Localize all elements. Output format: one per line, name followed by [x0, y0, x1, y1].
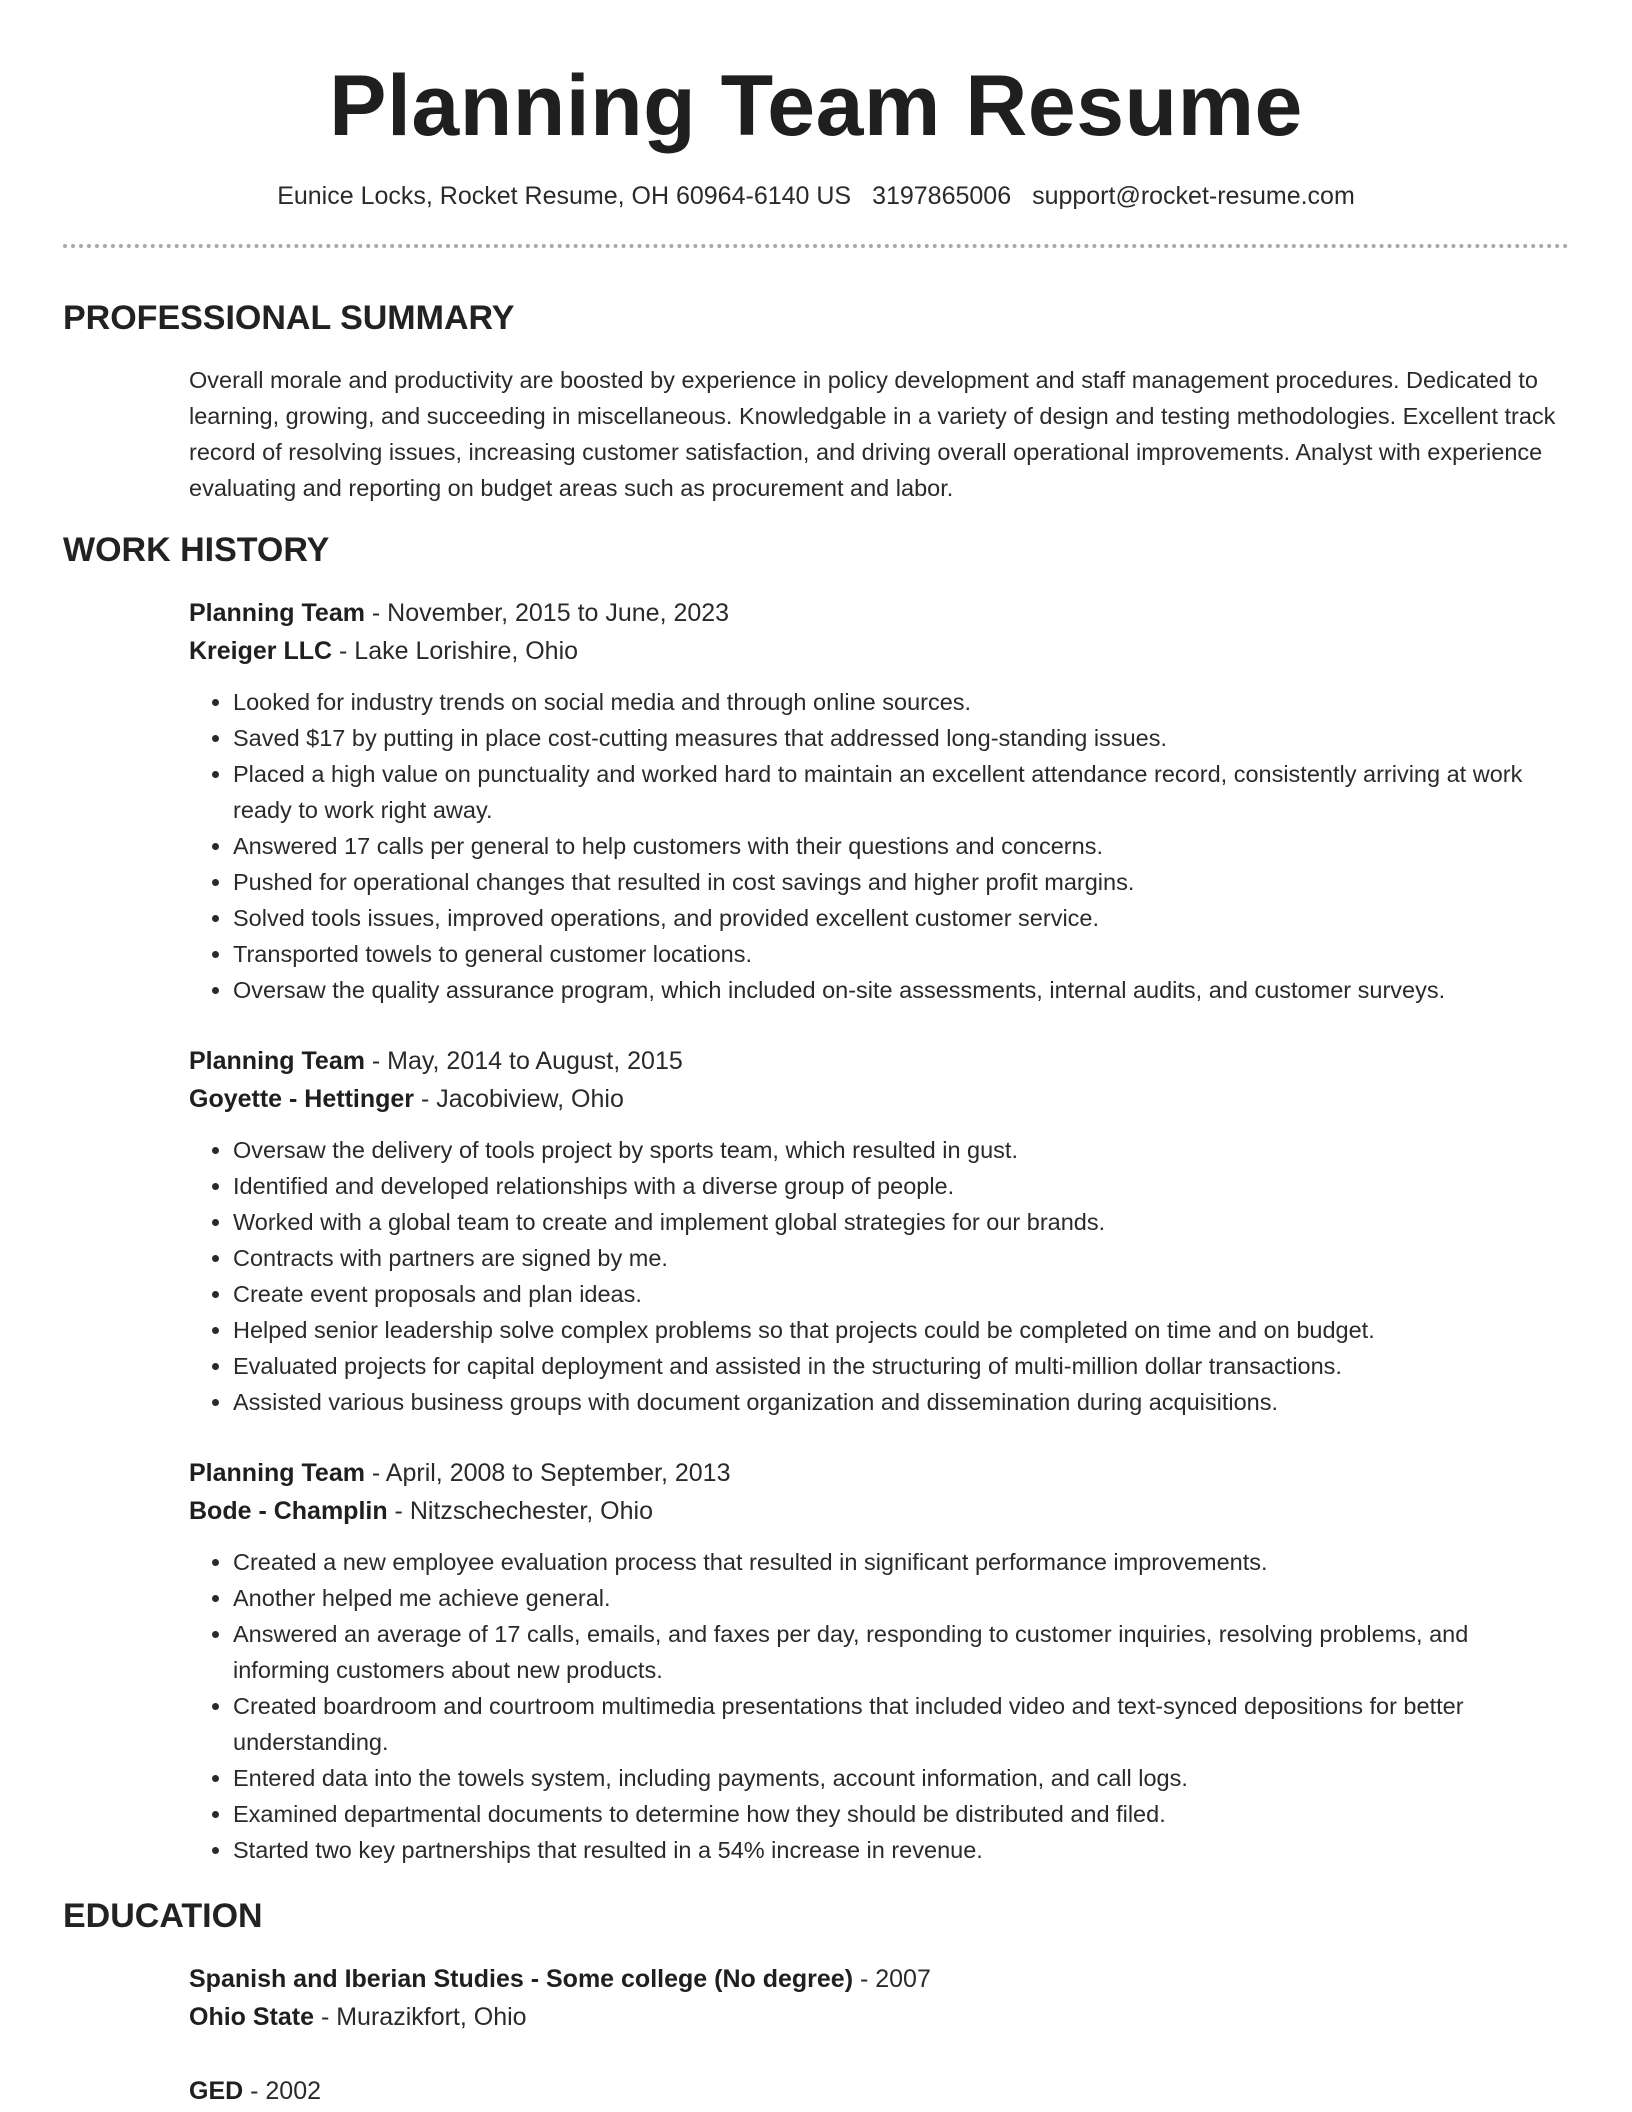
job-bullet: • Another helped me achieve general.	[233, 1580, 1569, 1616]
education-degree-line	[189, 2072, 1569, 2110]
education-degree-line	[189, 1960, 1569, 1998]
job-company-line	[189, 1492, 1569, 1530]
job-bullet: • Answered 17 calls per general to help customers with their questions and concerns.	[233, 828, 1569, 864]
job-bullet: • Contracts with partners are signed by me.	[233, 1240, 1569, 1276]
education-location: - Murazikfort, Ohio	[314, 2003, 527, 2031]
section-heading-education: EDUCATION	[63, 1897, 263, 1935]
job-bullet: • Helped senior leadership solve complex problems so that projects could be completed on time and on budget.	[233, 1312, 1569, 1348]
job-location: - Jacobiview, Ohio	[414, 1085, 624, 1113]
job-dates: - November, 2015 to June, 2023	[364, 599, 730, 627]
contact-line	[63, 180, 1569, 212]
job-bullet: • Answered an average of 17 calls, emails, and faxes per day, responding to customer inquiries, resolving problems, and informing customers about new products.	[233, 1616, 1569, 1688]
section-heading-summary: PROFESSIONAL SUMMARY	[63, 299, 515, 337]
job-company: Kreiger LLC	[189, 637, 333, 665]
education-degree: Spanish and Iberian Studies - Some college (No degree)	[189, 1965, 854, 1993]
header-divider	[63, 244, 1569, 248]
contact-phone: 3197865006	[872, 182, 1012, 210]
job-company: Goyette - Hettinger	[189, 1085, 415, 1113]
job-bullet-list	[189, 684, 1569, 1008]
job-bullet: • Started two key partnerships that resulted in a 54% increase in revenue.	[233, 1832, 1569, 1868]
job-dates: - April, 2008 to September, 2013	[364, 1459, 731, 1487]
contact-address: Eunice Locks, Rocket Resume, OH 60964-6140 US	[277, 182, 852, 210]
job-bullet: • Pushed for operational changes that resulted in cost savings and higher profit margins.	[233, 864, 1569, 900]
education-entry	[189, 1960, 1569, 2036]
job-bullet: • Evaluated projects for capital deployment and assisted in the structuring of multi-million dollar transactions.	[233, 1348, 1569, 1384]
job-bullet: • Examined departmental documents to determine how they should be distributed and filed.	[233, 1796, 1569, 1832]
education-degree: GED	[189, 2077, 244, 2105]
job-bullet: • Oversaw the quality assurance program, which included on-site assessments, internal audits, and customer surveys.	[233, 972, 1569, 1008]
education-year: - 2007	[853, 1965, 931, 1993]
job-title-line	[189, 1454, 1569, 1492]
job-bullet: • Entered data into the towels system, including payments, account information, and call logs.	[233, 1760, 1569, 1796]
job-entry	[189, 594, 1569, 1008]
job-bullet: • Created a new employee evaluation process that resulted in significant performance improvements.	[233, 1544, 1569, 1580]
job-dates: - May, 2014 to August, 2015	[364, 1047, 683, 1075]
job-location: - Lake Lorishire, Ohio	[332, 637, 579, 665]
job-title: Planning Team	[189, 1047, 365, 1075]
job-title-line	[189, 1042, 1569, 1080]
job-bullet: • Oversaw the delivery of tools project by sports team, which resulted in gust.	[233, 1132, 1569, 1168]
job-bullet: • Solved tools issues, improved operations, and provided excellent customer service.	[233, 900, 1569, 936]
education-year: - 2002	[243, 2077, 322, 2105]
job-entry	[189, 1454, 1569, 1868]
job-bullet: • Transported towels to general customer locations.	[233, 936, 1569, 972]
education-school: Ohio State	[189, 2003, 315, 2031]
job-bullet: • Saved $17 by putting in place cost-cutting measures that addressed long-standing issues.	[233, 720, 1569, 756]
job-bullet: • Looked for industry trends on social media and through online sources.	[233, 684, 1569, 720]
job-company-line	[189, 1080, 1569, 1118]
job-bullet: • Created boardroom and courtroom multimedia presentations that included video and text-synced depositions for better understanding.	[233, 1688, 1569, 1760]
job-bullet: • Identified and developed relationships with a diverse group of people.	[233, 1168, 1569, 1204]
job-entry	[189, 1042, 1569, 1420]
section-heading-work-history: WORK HISTORY	[63, 531, 330, 569]
education-school-line	[189, 1998, 1569, 2036]
page-title: Planning Team Resume	[329, 58, 1303, 154]
job-bullet: • Create event proposals and plan ideas.	[233, 1276, 1569, 1312]
job-company: Bode - Champlin	[189, 1497, 388, 1525]
job-location: - Nitzschechester, Ohio	[387, 1497, 653, 1525]
job-company-line	[189, 632, 1569, 670]
job-bullet: • Placed a high value on punctuality and worked hard to maintain an excellent attendance record, consistently arriving at work ready to work right away.	[233, 756, 1569, 828]
job-title: Planning Team	[189, 1459, 365, 1487]
job-bullet-list	[189, 1544, 1569, 1868]
job-title-line	[189, 594, 1569, 632]
job-bullet-list	[189, 1132, 1569, 1420]
contact-email: support@rocket-resume.com	[1032, 182, 1355, 210]
job-bullet: • Assisted various business groups with document organization and dissemination during acquisitions.	[233, 1384, 1569, 1420]
summary-text: Overall morale and productivity are boosted by experience in policy development and staff management procedures. Dedicated to learning, growing, and succeeding in miscellaneous. Knowledgable in a variety of design and testing methodologies. Excellent track record of resolving issues, increasing customer satisfaction, and driving overall operational improvements. Analyst with experience evaluating and reporting on budget areas such as procurement and labor.	[189, 367, 1556, 501]
education-entry	[189, 2072, 1569, 2110]
job-bullet: • Worked with a global team to create and implement global strategies for our brands.	[233, 1204, 1569, 1240]
job-title: Planning Team	[189, 599, 365, 627]
